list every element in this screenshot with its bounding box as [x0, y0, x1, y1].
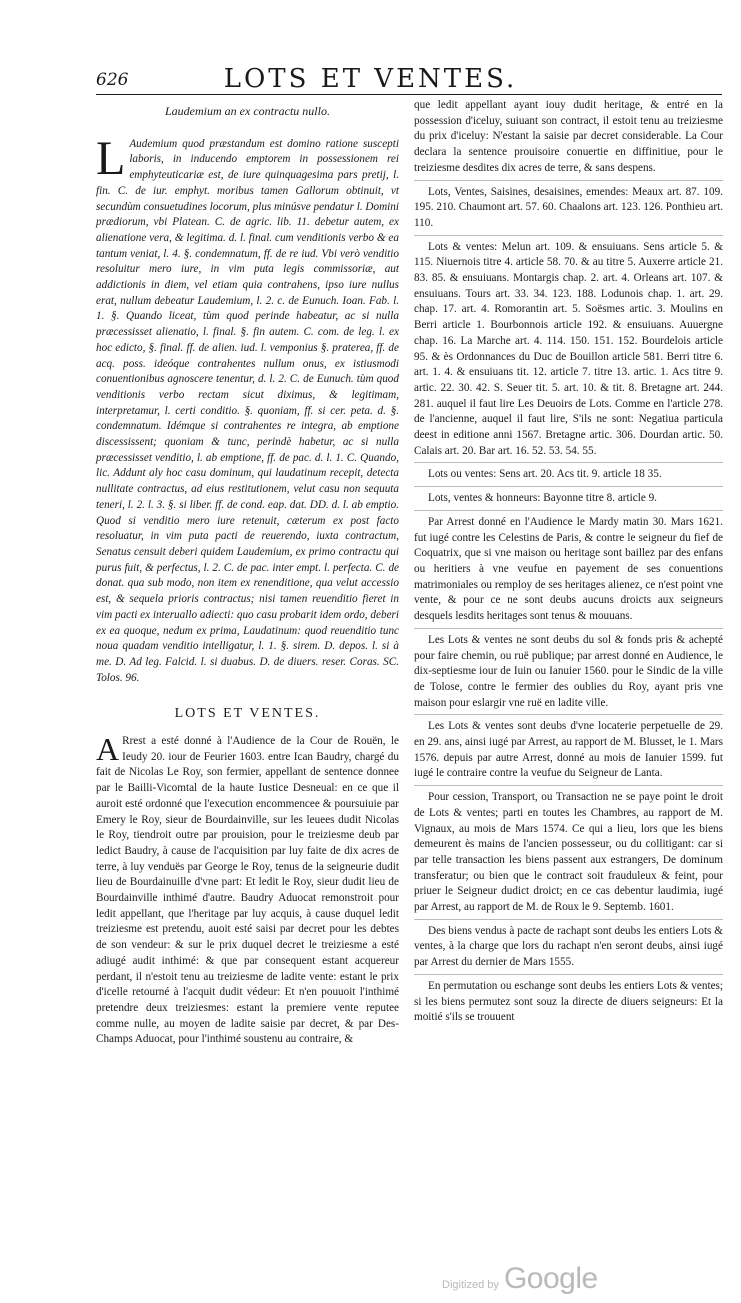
paragraph: Des biens vendus à pacte de rachapt sont deubs les entiers Lots & ventes, à la charge que lors du rachapt n'en seront deubs, ainsi iugé par Arrest du dernier de Mars 1555. — [414, 924, 723, 975]
latin-paragraph — [96, 131, 399, 687]
paragraph: que ledit appellant ayant iouy dudit heritage, & entré en la possession d'iceluy, suiuant son contract, il estoit tenu au treiziesme du prix d'iceluy: N'estant la saisie par decret considerable. La Cour declara la sentence prouisoire conuertie en diffinitiue, pour le treiziesme desdites dix acres de terre, & sans despens. — [414, 98, 723, 181]
running-head: LOTS ET VENTES. — [223, 64, 518, 94]
latin-subhead: Laudemium an ex contractu nullo. — [165, 104, 330, 118]
paragraph: Pour cession, Transport, ou Transaction ne se paye point le droit de Lots & ventes; parti en toutes les Chambres, au rapport de M. Vignaux, au mois de Mars 1574. Ce qui a lieu, lors que les biens demeurent ès mains de l'ancien possesseur, ou du collitigant: car si par telle transaction les biens passent aux estrangers, De dominum transferatur; ou bien que le contract soit frauduleux & feint, pour priuer le Seigneur dudict droict; en ce cas debentur laudimia, iugé par Arrest, au rapport de M. de Roux le 9. Septemb. 1601. — [414, 790, 723, 920]
page-number: 626 — [96, 70, 129, 90]
latin-text: Audemium quod præstandum est domino ratione suscepti laboris, in inducendo emptorem in possessionem rei emphyteuticariæ est, de iure quinquagesima pars pretij, l. fin. C. de iur. emphyt. moribus tamen Gallorum obtinuit, vt secundùm consuetudines locorum, plus minúsve pendatur l. Domini prædiorum, vbi Platean. C. de agric. lib. 11. debetur autem, ex alienatione vera, & legitima. d. l. final. cum venditionis verbo & ea tantum veniat, l. 4. §. condemnatum, ff. de re iud. Vbi verò venditio resoluitur mero iure, in vim puta legis commissoriæ, aut addictionis in diem, vel etiam quia contrahens, ipso iure nullus erat, nullum debeatur Laudemium, l. 2. c. de Eunuch. Ioan. Fab. l. 1. §. Quando liceat, tùm quod perinde habeatur, ac si nulla præcessisset alienatio, l. final. §. fin autem. C. com. de leg. l. ex hoc edicto, §. final. ff. de alien. iud. l. vemponius §. praterea, ff. de acq. poss. ideóque contrahentes nullum onus, ex istiusmodi conuentionibus agnoscere tenentur, d. l. 2. C. de Eunuch. tùm quod venditionis verbo rectam sicut diximus, & legitimam, interpretamur, l. certi conditio. §. quoniam, ff. si cer. peta. d. §. condemnatum. Idémque si contrahentes re integra, ab emptione discessissent; quoniam & tunc, perindè habetur, ac si nulla præcessisset venditio, l. ab emptione, ff. de pac. d. l. 1. C. Quando, lic. Addunt aly hoc casu dominum, qui laudatinum recepit, detecta nullitate contractus, ad eius restitutionem, velut casu non sequuta teneri, l. 2. l. 3. §. si liber. ff. de cond. eap. dat. DD. d. l. ab emptio. Quod si venditio mero iure retenuit, cæterum ex post facto resoluatur, in vim puta pacti de reuerendo, iuxta contractum, Senatus censuit deberi quidem Laudemium, ex primo contractu qui purus fuit, & perfectus, l. 2. C. de pac. inter empt. l. perfecta. C. de donat. qua sub modo, non item ex renenditione, qua velut accessio est, & sequela prioris contractus; nisi tamen reuenditio fieret in vim pacti ex interuallo adiecti: quo casu probarit idem ordo, deberi ex ea quoque, nedum ex prima, Laudatinum: quod reuenditio tunc noua quadam venditio intelligatur, l. 1. §. sirem. D. depos. l. si à me. D. Ad leg. Falcid. l. si duabus. D. de diuers. reser. Coras. SC. Tolos. 96. — [96, 137, 399, 684]
digitized-watermark — [442, 1262, 598, 1296]
watermark-prefix: Digitized by — [442, 1279, 499, 1291]
drop-cap: A — [96, 731, 120, 768]
paragraph: Les Lots & ventes ne sont deubs du sol & fonds pris & achepté pour faire chemin, ou ruë publique; par arrest donné en Audience, le dix-septiesme iour de Iuin ou Ianuier 1560. pour le Sindic de la ville de Tolose, contre le fermier des oublies du Roy, ayant pris vne maison pour eslargir vne ruë en ladite ville. — [414, 633, 723, 716]
arrest-text: Rrest a esté donné à l'Audience de la Cour de Rouën, le Ieudy 20. iour de Feurier 1603. entre Ican Baudry, chargé du fait de Nicolas Le Roy, son fermier, appellant de sentence donnee par le Bailli-Vicomtal de la haute Iustice Desneual: en ce que il auroit esté ordonné que l'execution encommencee & poursuiuie par Emery le Roy, sieur de Bourdainville, sur les leuees dudit Nicolas le Roy, tiendroit outre par prouision, pour le treiziesme deub par ledict Baudry, à cause de l'acquisition par luy faite de dix acres de terre, à luy venduës par George le Roy, tenus de la seigneurie dudit lieu de Bourdainuille d'vne part: Et ledit le Roy, sieur dudit lieu de Bourdainville inthimé d'autre. Baudry Aduocat remonstroit pour ledit appellant, que l'heritage par luy acquis, à cause duquel ledit treiziesme est pretendu, auoit esté saisi par decret pour les debtes de son vendeur: & sur le prix duquel decret le treiziesme a esté adiugé audit inthimé: & que par consequent estant acquereur perdant, il n'estoit tenu au treiziesme de ladite vente: estant le prix d'icelle retourné à l'acquit dudit védeur: Et n'en pouuoit l'inthimé pretendre deux treiziesmes: estant la premiere vente reputee comme nulle, au moyen de ladite saisie par decret, & par Des-Champs Aduocat, pour l'inthimé soustenu au contraire, & — [96, 735, 399, 1046]
drop-cap: L — [96, 131, 126, 185]
right-column — [414, 98, 723, 1032]
section-title: LOTS ET VENTES. — [174, 706, 321, 722]
paragraph: Par Arrest donné en l'Audience le Mardy matin 30. Mars 1621. fut iugé contre les Celestins de Paris, & contre le seigneur du fief de Coquatrix, que si vne maison ou heritage sont baillez par des enfans ou heritiers à vne veufue en payement de ses conuentions matrimoniales ou remploy de ses heritages alienez, ce n'est point vne vente, & pour ce ne sont deubs aucuns droicts aux seigneurs desquels lesdits heritages sont tenus & mouuans. — [414, 515, 723, 629]
header-rule — [96, 94, 722, 95]
google-logo: Google — [503, 1262, 598, 1295]
paragraph: En permutation ou eschange sont deubs les entiers Lots & ventes; si les biens permutez sont souz la directe de diuers seigneurs: Et la moitié s'ils se trouuent — [414, 979, 723, 1024]
paragraph: Lots & ventes: Melun art. 109. & ensuiuans. Sens article 5. & 115. Niuernois titre 4. article 58. 70. & au titre 5. Auxerre article 21. 83. 85. & ensuiuans. Montargis chap. 2. art. 4. Orleans art. 107. & ensuiuans. Tours art. 33. 34. 123. 188. Lodunois chap. 1. art. 29. chap. 17. art. 4. Romorantin art. 5. Soësmes artic. 3. Moulins en Berri article 1. Bourbonnois article 192. & ensuiuans. Auuergne chap. 16. La Marche art. 4. 114. 150. 151. 152. Bourdelois article 95. & ès Ordonnances du Duc de Bouillon article 581. Berri titre 6. art. 1. 4. & ensuiuans tit. 12. article 7. titre 13. artic. 1. Acs titre 9. artic. 22. 30. 42. S. Seuer tit. 5. art. 10. & tit. 8. Bretagne art. 244. 281. auquel il faut lire Les Deuoirs de Lots. Comme en l'article 278. de l'ancienne, auquel il faut lire, S'ils ne sont: Negatiua particula deest in editione anni 1567. Bretagne artic. 306. Dourdan artic. 50. Calais art. 20. Bar art. 16. 52. 53. 54. 55. — [414, 240, 723, 464]
paragraph: Lots, ventes & honneurs: Bayonne titre 8. article 9. — [414, 491, 723, 511]
arrest-paragraph — [96, 731, 399, 1048]
left-column — [96, 98, 399, 1048]
paragraph: Lots ou ventes: Sens art. 20. Acs tit. 9. article 18 35. — [414, 467, 723, 487]
paragraph: Les Lots & ventes sont deubs d'vne locaterie perpetuelle de 29. en 29. ans, ainsi iugé par Arrest, au rapport de M. Blusset, le 1. Mars 1576. depuis par autre Arrest, donné au mois de Ianuier 1599. fut iugé le contraire contre la veufue du Seigneur de Lanta. — [414, 719, 723, 786]
paragraph: Lots, Ventes, Saisines, desaisines, emendes: Meaux art. 87. 109. 195. 210. Chaumont art. 57. 60. Chaalons art. 123. 126. Ponthieu art. 110. — [414, 185, 723, 236]
